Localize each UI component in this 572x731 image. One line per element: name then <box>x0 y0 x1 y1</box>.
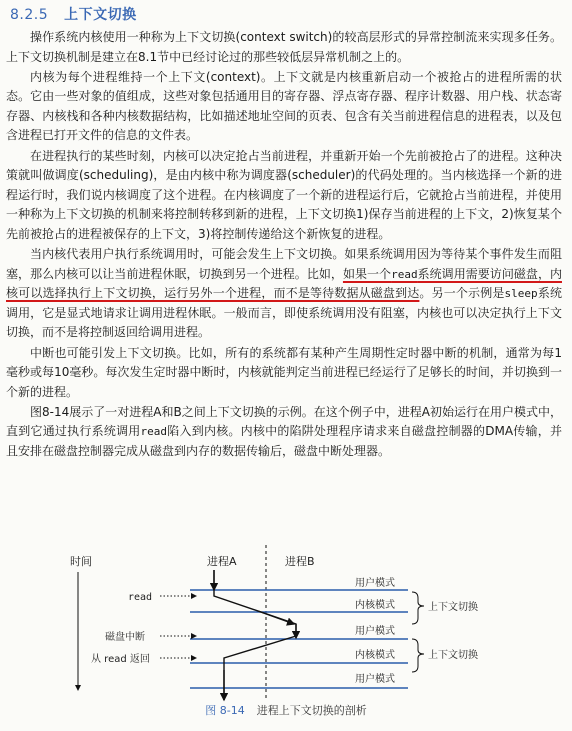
section-heading <box>10 4 137 24</box>
text-run: 陷入到内核。内核中的陷阱处理程序请求来自磁盘控制器的DMA传输，并且安排在磁盘控制器完成从磁盘到内存的数据传输后，磁盘中断处理器。 <box>6 424 562 458</box>
text-run: 如果一个 <box>342 266 392 281</box>
text-run: read <box>391 267 418 281</box>
paragraph-2 <box>6 68 562 146</box>
section-title: 上下文切换 <box>64 7 137 23</box>
text-run: 系统调用需要访问磁盘，内核可以选择执行上下文切换，运行另外一个进程，而不是等待数据从磁盘到达 <box>6 266 562 301</box>
brace-switch-1 <box>412 592 424 624</box>
switch-label-2: 上下文切换 <box>428 650 478 661</box>
mode-label-5: 用户模式 <box>355 674 395 685</box>
paragraph-3 <box>6 147 562 245</box>
process-a-label: 进程A <box>207 555 237 568</box>
text-run: 操作系统内核使用一种称为上下文切换(context switch)的较高层形式的异常控制流来实现多任务。上下文切换机制是建立在8.1节中已经讨论过的那些较低层异常机制之上的。 <box>6 30 562 64</box>
process-b-label: 进程B <box>285 555 315 568</box>
paragraph-6 <box>6 403 562 462</box>
text-run: 内核为每个进程维持一个上下文(context)。上下文就是内核重新启动一个被抢占的进程所需的状态。它由一些对象的值组成，这些对象包括通用目的寄存器、浮点寄存器、程序计数器、用户栈、状态寄存器、内核栈和各种内核数据结构，比如描述地址空间的页表、包含有关当前进程信息的进程表，以及包含进程已打开文件的信息的文件表。 <box>6 69 562 143</box>
context-switch-diagram <box>0 540 572 705</box>
paragraph-1 <box>6 28 562 67</box>
text-run: read <box>140 425 168 439</box>
mode-label-1: 用户模式 <box>355 578 395 589</box>
execution-arrow-2 <box>258 611 294 624</box>
figure-caption <box>0 702 572 718</box>
paragraph-5 <box>6 344 562 403</box>
caption-number: 图 8-14 <box>205 704 245 717</box>
section-number: 8.2.5 <box>10 7 49 23</box>
mode-label-4: 内核模式 <box>355 650 395 661</box>
paragraph-4 <box>6 245 562 343</box>
text-run: 在进程执行的某些时刻，内核可以决定抢占当前进程，并重新开始一个先前被抢占了的进程。这种决策就叫做调度(scheduling)，是由内核中称为调度器(scheduler)的代码处理的。当内核选择一个新的进程运行时，我们说内核调度了这个进程。在内核调度了一个新的进程运行后，它就抢占当前进程，并使用一种称为上下文切换的机制来将控制转移到新的进程，上下文切换1)保存当前进程的上下文，2)恢复某个先前被抢占的进程被保存的上下文，3)将控制传递给这个新恢复的进程。 <box>6 148 562 241</box>
event-disk-interrupt: 磁盘中断 <box>105 632 145 643</box>
text-run: sleep <box>504 287 538 301</box>
caption-text: 进程上下文切换的剖析 <box>256 704 367 717</box>
text-run: 图8-14展示了一对进程A和B之间上下文切换的示例。在这个例子中，进程A初始运行在用户模式中，直到它通过执行系统调用 <box>6 404 562 439</box>
text-run: 。另一个示例是 <box>419 286 505 301</box>
event-read: read <box>128 592 153 603</box>
mode-label-2: 内核模式 <box>355 600 395 611</box>
event-return-read: 从 read 返回 <box>91 654 150 665</box>
body-text <box>6 28 562 462</box>
brace-switch-2 <box>412 639 424 672</box>
text-run: 系统调用，它是显式地请求让调用进程休眠。一般而言，即使系统调用没有阻塞，内核也可以决定执行上下文切换，而不是将控制返回给调用进程。 <box>6 286 562 340</box>
text-run: 中断也可能引发上下文切换。比如，所有的系统都有某种产生周期性定时器中断的机制，通常为每1毫秒或每10毫秒。每次发生定时器中断时，内核就能判定当前进程已经运行了足够长的时间，并切换到一个新的进程。 <box>6 345 562 399</box>
time-label: 时间 <box>70 555 92 568</box>
mode-label-3: 用户模式 <box>355 626 395 637</box>
text-run: 当内核代表用户执行系统调用时，可能会发生上下文切换。如果系统调用因为等待某个事件发生而阻塞，那么内核可以让当前进程休眠，切换到另一个进程。比如， <box>6 247 562 281</box>
switch-label-1: 上下文切换 <box>428 602 478 613</box>
